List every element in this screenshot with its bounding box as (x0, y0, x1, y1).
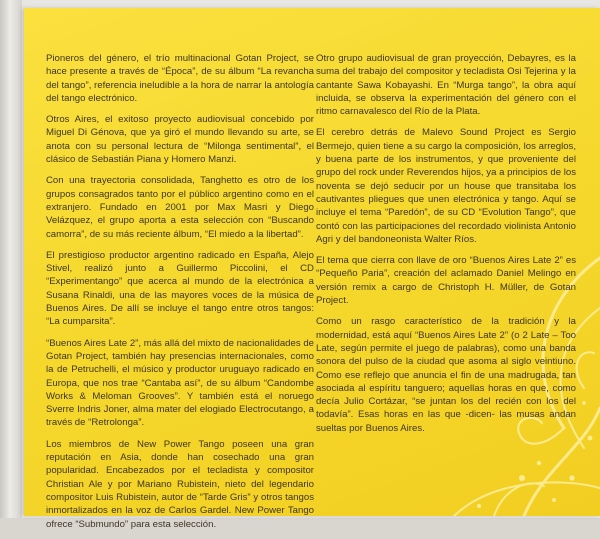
paragraph: Otro grupo audiovisual de gran proyección, Debayres, es la suma del trabajo del compositor y tecladista Osi Tejerina y la cantante Sawa Kobayashi. En “Murga tango”, la obra aquí incluida, se observa la experimentación del género con el ritmo carnavalesco del Río de la Plata. (316, 53, 576, 118)
paragraph: Otros Aires, el exitoso proyecto audiovisual concebido por Miguel Di Génova, que ya giró el mundo llevando su arte, se anota con su personal lectura de “Milonga sentimental”, el clásico de Sebastián Piana y Homero Manzi. (46, 114, 314, 166)
paragraph: El cerebro detrás de Malevo Sound Project es Sergio Bermejo, quien tiene a su cargo la composición, los arreglos, y buena parte de los instrumentos, y que proveniente del grupo del rock under Reverendos hijos, ya a principios de los noventa se dejó seducir por un house que transitaba los cautivantes pliegues que unen electrónica y tango. Aquí se incluye el tema “Paredón”, de su CD “Evolution Tango”, que contó con las participaciones del recordado violinista Antonio Agri y del bandoneonista Walter Ríos. (316, 127, 576, 245)
paragraph: Pioneros del género, el trío multinacional Gotan Project, se hace presente a través de “Época”, de su álbum “La revancha del tango”, referencia ineludible a la hora de narrar la antología del tango electrónico. (46, 53, 314, 104)
paragraph: El prestigioso productor argentino radicado en España, Alejo Stivel, realizó junto a Guillermo Piccolini, el CD “Experimentango” que acerca al mundo de la electrónica a Susana Rinaldi, una de las mayores voces de la música de Buenos Aires. De allí se incluye el tango entre otros tangos: “La cumparsita”. (46, 249, 314, 328)
paragraph: Con una trayectoria consolidada, Tanghetto es otro de los grupos consagrados tanto por el público argentino como en el extranjero. Fundado en 2001 por Max Masri y Diego Velázquez, el grupo aporta a esta selección con “Buscando camorra”, de su más reciente álbum, “El miedo a la libertad”. (46, 175, 314, 240)
left-text-column (46, 52, 314, 539)
right-text-column (316, 52, 576, 443)
paragraph: “Buenos Aires Late 2”, más allá del mixto de nacionalidades de Gotan Project, también hay presencias internacionales, como la de Petruchelli, el músico y productor uruguayo radicado en Europa, que nos trae “Cantaba así”, de su álbum “Candombe Works & Meloman Grooves”. Y también está el noruego Sverre Indris Joner, alma mater del elogiado Electrocutango, a través de “Retrolonga”. (46, 337, 314, 429)
booklet-page (24, 8, 600, 530)
paragraph: Como un rasgo característico de la tradición y la modernidad, está aquí “Buenos Aires Late 2” (o 2 Late – Too Late, según permite el juego de palabras), como una banda sonora del pulso de la ciudad que asoma al siglo veintiuno. Como ese reflejo que anuncia el fin de una madrugada, tan asociada al espíritu tanguero; aquellas horas en que, como decía Julio Cortázar, “se juntan los del recién con los del todavía”. Esas horas en las que -dicen- las musas andan sueltas por Buenos Aires. (316, 316, 576, 434)
paragraph: Los miembros de New Power Tango poseen una gran reputación en Asia, donde han cosechado una gran popularidad. Encabezados por el tecladista y compositor Christian Ale y por Mariano Rubistein, nieto del legendario compositor Luis Rubistein, autor de “Tarde Gris” y otros tangos inmortalizados en la voz de Carlos Gardel. New Power Tango ofrece “Submundo” para esta selección. (46, 438, 314, 530)
paragraph: El tema que cierra con llave de oro “Buenos Aires Late 2” es “Pequeño Paria”, creación del aclamado Daniel Melingo en versión remix a cargo de Christoph H. Müller, de Gotan Project. (316, 255, 576, 307)
booklet-spine (0, 0, 22, 518)
